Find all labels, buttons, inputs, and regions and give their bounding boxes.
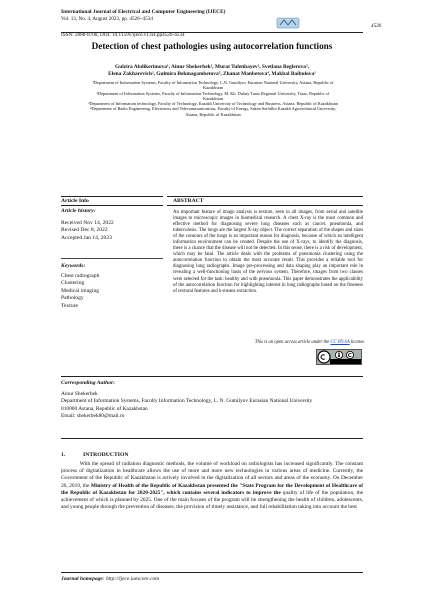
corresponding-heading: Corresponding Author: bbox=[61, 380, 116, 386]
corresponding-name: Ainur Shekerbek bbox=[61, 391, 98, 397]
accepted-date: Accepted Jan 14, 2023 bbox=[61, 234, 112, 241]
article-history bbox=[61, 208, 161, 242]
received-date: Received Nov 14, 2022 bbox=[61, 219, 114, 226]
journal-header bbox=[61, 9, 381, 41]
intro-heading bbox=[61, 452, 129, 458]
footer-label: Journal homepage bbox=[61, 576, 103, 582]
license-prefix: This is an open access article under the bbox=[254, 340, 331, 345]
intro-text bbox=[61, 461, 363, 511]
corresponding-body bbox=[61, 391, 361, 420]
keywords-divider bbox=[61, 258, 163, 259]
intro-text-a: With the spread of radiation diagnostic methods, the volume of workload on radiologists has increased significantly. The constant process of digitalization in healthcare allows the use of more and more new technologies in various areas of medicine. Currently, the Government of the Republic of Kazakhstan is actively involved in the digitalization of all sectors and areas of the economy. On December 26, 2019, the bbox=[61, 461, 363, 489]
intro-text-b: quality of life of the population, the achievement of which is planned by 2025. One of the main focuses of the program will be strengthening the health of children, adolescents, and young people through the prevention of diseases, the provision of timely assistance, and full rehabilitation taking into account the best bbox=[61, 489, 364, 511]
abstract-heading: ABSTRACT bbox=[173, 198, 204, 204]
intro-number: 1. bbox=[61, 452, 66, 458]
keyword-item: Texture bbox=[61, 302, 79, 309]
keywords bbox=[61, 263, 161, 310]
header-rule bbox=[61, 32, 363, 33]
affiliation-2: ²Department of Information Systems, Faculty of Information Technology, M. Kh. Dulaty Taraz Regional University, Taraz, Republic of Kazakhstan bbox=[96, 90, 330, 101]
keyword-item: Chest radiograph bbox=[61, 272, 100, 279]
license-suffix: license. bbox=[349, 340, 365, 345]
authors-line-2: Elena Zakharevich², Gulmira Bekmagambetova³, Zhanat Manbetova⁴, Makbal Baibulova¹ bbox=[108, 71, 316, 78]
article-info-rule bbox=[61, 196, 163, 197]
authors-line-1: Gulzira Abdikerimova¹, Ainur Shekerbek¹, Murat Tulenbayev², Svetlana Beglerova², bbox=[115, 64, 309, 70]
history-label: Article history: bbox=[61, 208, 96, 214]
keywords-label: Keywords: bbox=[61, 263, 86, 269]
footer bbox=[61, 576, 159, 582]
keyword-item: Clustering bbox=[61, 280, 85, 286]
page-number: 4526 bbox=[371, 22, 382, 29]
abstract-text: An important feature of image analysis is texture, seen in all images, from aerial and satellite images to microscopic images in biomedical research. A chest X-ray is the most common and effective method for diagnosing severe lung diseases such as cancer, pneumonia, and tuberculosis. The lungs are the largest X-ray object. The correct separation of the shapes and sizes of the contours of the lungs is an important reason for diagnosis, because of which an intelligent information environment can be created. Despite the use of X-rays, to identify the diagnosis, there is a chance that the disease will not be detected. In this sense, there is a risk of development, which may be fatal. The article deals with the problems of pneumonia clustering using the autocorrelation function to obtain the most accurate result. This provides a reliable tool for diagnosing lung radiographs. Image pre-processing and data shaping play an important role in revealing a well-functioning basis of the nervous system. Therefore, images from two classes were selected for the task: healthy and with pneumonia. This paper demonstrates the applicability of the autocorrelation function for highlighting interest in lung radiographs based on the fineness of textural features and k-means extraction. bbox=[173, 210, 363, 294]
journal-title: International Journal of Electrical and Computer Engineering (IJECE) bbox=[61, 9, 226, 15]
paper-title: Detection of chest pathologies using autocorrelation functions bbox=[91, 41, 333, 51]
corresponding-rule bbox=[61, 376, 363, 377]
affiliation-4: ⁴Department of Radio Engineering, Electronics and Telecommunications, Faculty of Energy, Saken Seifullin Kazakh Agrotechnical University, Astana, Republic of Kazakhstan bbox=[89, 106, 337, 117]
journal-logo-icon bbox=[276, 16, 300, 30]
footer-url[interactable]: : http://ijece.iaescore.com bbox=[102, 576, 160, 582]
corresponding-email[interactable]: Email: shekerbek80@mail.ru bbox=[61, 412, 125, 419]
intro-title: INTRODUCTION bbox=[83, 452, 129, 458]
affiliation-3: ³Department of Information technology, Faculty of Technology, Kazakh University of Technology and Business, Astana, Republic of Kazakhstan bbox=[88, 101, 338, 107]
keyword-item: Medical imaging bbox=[61, 287, 100, 294]
abstract-rule-2 bbox=[167, 205, 363, 206]
affiliations bbox=[88, 80, 338, 117]
footer-rule bbox=[61, 572, 363, 573]
corresponding-address: 010000 Astana, Republic of Kazakhstan bbox=[61, 405, 148, 412]
article-info-heading: Article Info bbox=[61, 198, 89, 204]
keyword-item: Pathology bbox=[61, 295, 84, 301]
article-info-rule-2 bbox=[61, 205, 163, 206]
corresponding-rule-2 bbox=[61, 438, 363, 439]
authors bbox=[61, 64, 363, 78]
license-line bbox=[205, 340, 365, 345]
issn-line: ISSN: 2088-8708, DOI: 10.11591/ijece.v13i4.pp4526-4534 bbox=[61, 31, 185, 38]
intro-text-bold: Ministry of Health of the Republic of Kazakhstan presented the "State Program for the Development of Healthcare of the Republic of Kazakhstan for 2020-2025", which contains several indicators to improve the bbox=[61, 482, 363, 496]
abstract-rule bbox=[167, 196, 363, 197]
affiliation-1: ¹Department of Information Systems, Faculty of Information Technology, L.N. Gumilyov Eurasian National University, Astana, Republic of Kazakhstan bbox=[92, 80, 334, 91]
volume-line: Vol. 13, No. 4, August 2023, pp. 4526~4534 bbox=[61, 16, 153, 22]
license-link[interactable]: CC BY-SA bbox=[330, 340, 350, 345]
corresponding-dept: Department of Information Systems, Faculty Information Technology, L. N. Gumilyov Eurasian National University bbox=[61, 398, 313, 405]
revised-date: Revised Dec 8, 2022 bbox=[61, 227, 108, 233]
cc-by-sa-badge-icon[interactable] bbox=[316, 349, 362, 365]
